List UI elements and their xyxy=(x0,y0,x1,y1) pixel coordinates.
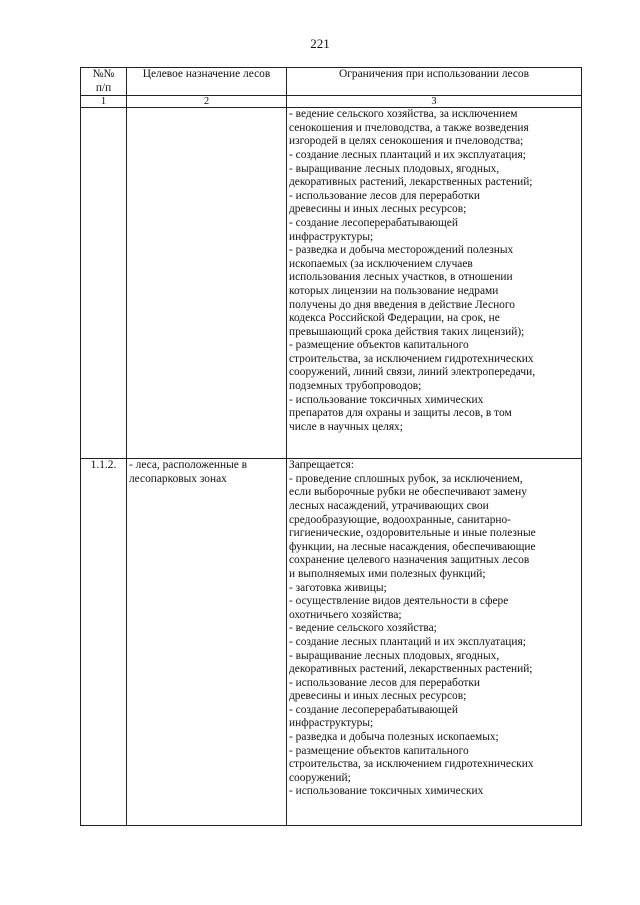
text-line: - выращивание лесных плодовых, ягодных, xyxy=(289,162,500,175)
text-line: если выборочные рубки не обеспечивают замену xyxy=(289,486,527,499)
text-line: сенокошения и пчеловодства, а также возведения xyxy=(289,121,529,134)
text-line: древесины и иных лесных ресурсов; xyxy=(289,690,467,703)
text-line: использования лесных участков, в отношении xyxy=(289,271,513,284)
text-line: подземных трубопроводов; xyxy=(289,380,422,393)
text-line: средообразующие, водоохранные, санитарно- xyxy=(289,513,511,526)
table-row xyxy=(81,108,582,459)
col-number-3: 3 xyxy=(287,96,582,108)
column-number-row xyxy=(81,96,582,108)
text-line: - создание лесных плантаций и их эксплуатация; xyxy=(289,635,526,648)
text-line: - проведение сплошных рубок, за исключением, xyxy=(289,472,523,485)
col-number-2: 2 xyxy=(127,96,287,108)
text-line: - создание лесоперерабатывающей xyxy=(289,703,458,716)
text-line: - разведка и добыча месторождений полезных xyxy=(289,244,514,257)
text-line: - леса, расположенные в xyxy=(129,459,248,472)
page-number: 221 xyxy=(310,36,330,51)
text-line: декоративных растений, лекарственных растений; xyxy=(289,663,533,676)
text-line: - создание лесоперерабатывающей xyxy=(289,216,458,229)
text-line: лесных насаждений, утрачивающих свои xyxy=(289,499,489,512)
table-header-row xyxy=(81,68,582,96)
text-line: строительства, за исключением гидротехнических xyxy=(289,352,534,365)
text-line: - использование токсичных химических xyxy=(289,393,484,406)
text-line: - ведение сельского хозяйства; xyxy=(289,622,437,635)
row-restrictions xyxy=(287,459,582,826)
row-index: 1.1.2. xyxy=(81,459,127,826)
text-line: - осуществление видов деятельности в сфере xyxy=(289,595,509,608)
text-line: сохранение целевого назначения защитных лесов xyxy=(289,554,530,567)
header-restrictions: Ограничения при использовании лесов xyxy=(287,68,582,96)
header-index xyxy=(81,68,127,96)
text-line: и выполняемых ими полезных функций; xyxy=(289,567,486,580)
text-line: числе в научных целях; xyxy=(289,420,403,433)
text-line: Запрещается: xyxy=(289,459,354,472)
row-purpose xyxy=(127,108,287,459)
text-line: охотничьего хозяйства; xyxy=(289,608,402,621)
text-line: - ведение сельского хозяйства, за исключением xyxy=(289,108,518,121)
text-line: которых лицензии на пользование недрами xyxy=(289,284,499,297)
text-line: изгородей в целях сенокошения и пчеловодства; xyxy=(289,135,524,148)
text-line: строительства, за исключением гидротехнических xyxy=(289,758,534,771)
text-line: инфраструктуры; xyxy=(289,717,374,730)
text-line: сооружений; xyxy=(289,771,351,784)
text-line: древесины и иных лесных ресурсов; xyxy=(289,203,467,216)
text-line: получены до дня введения в действие Лесного xyxy=(289,298,515,311)
text-line: - размещение объектов капитального xyxy=(289,744,469,757)
text-line: превышающий срока действия таких лицензий); xyxy=(289,325,525,338)
text-line: ископаемых (за исключением случаев xyxy=(289,257,473,270)
text-line: инфраструктуры; xyxy=(289,230,374,243)
text-line: гигиенические, оздоровительные и иные полезные xyxy=(289,527,536,540)
col-number-1: 1 xyxy=(81,96,127,108)
text-line: - использование лесов для переработки xyxy=(289,189,480,202)
table-row xyxy=(81,459,582,826)
text-line: препаратов для охраны и защиты лесов, в том xyxy=(289,407,512,420)
text-line: - создание лесных плантаций и их эксплуатация; xyxy=(289,148,526,161)
row-index xyxy=(81,108,127,459)
text-line: - использование токсичных химических xyxy=(289,785,484,798)
text-line: лесопарковых зонах xyxy=(129,472,227,485)
text-line: - выращивание лесных плодовых, ягодных, xyxy=(289,649,500,662)
header-purpose: Целевое назначение лесов xyxy=(127,68,287,96)
text-line: кодекса Российской Федерации, на срок, не xyxy=(289,312,500,325)
text-line: - заготовка живицы; xyxy=(289,581,387,594)
header-index-text: №№ п/п xyxy=(92,68,115,94)
row-purpose xyxy=(127,459,287,826)
text-line: функции, на лесные насаждения, обеспечивающие xyxy=(289,540,536,553)
text-line: сооружений, линий связи, линий электропередачи, xyxy=(289,366,536,379)
text-line: - использование лесов для переработки xyxy=(289,676,480,689)
row-restrictions xyxy=(287,108,582,459)
text-line: декоративных растений, лекарственных растений; xyxy=(289,176,533,189)
text-line: - разведка и добыча полезных ископаемых; xyxy=(289,731,499,744)
restrictions-table xyxy=(80,67,582,826)
text-line: - размещение объектов капитального xyxy=(289,339,469,352)
